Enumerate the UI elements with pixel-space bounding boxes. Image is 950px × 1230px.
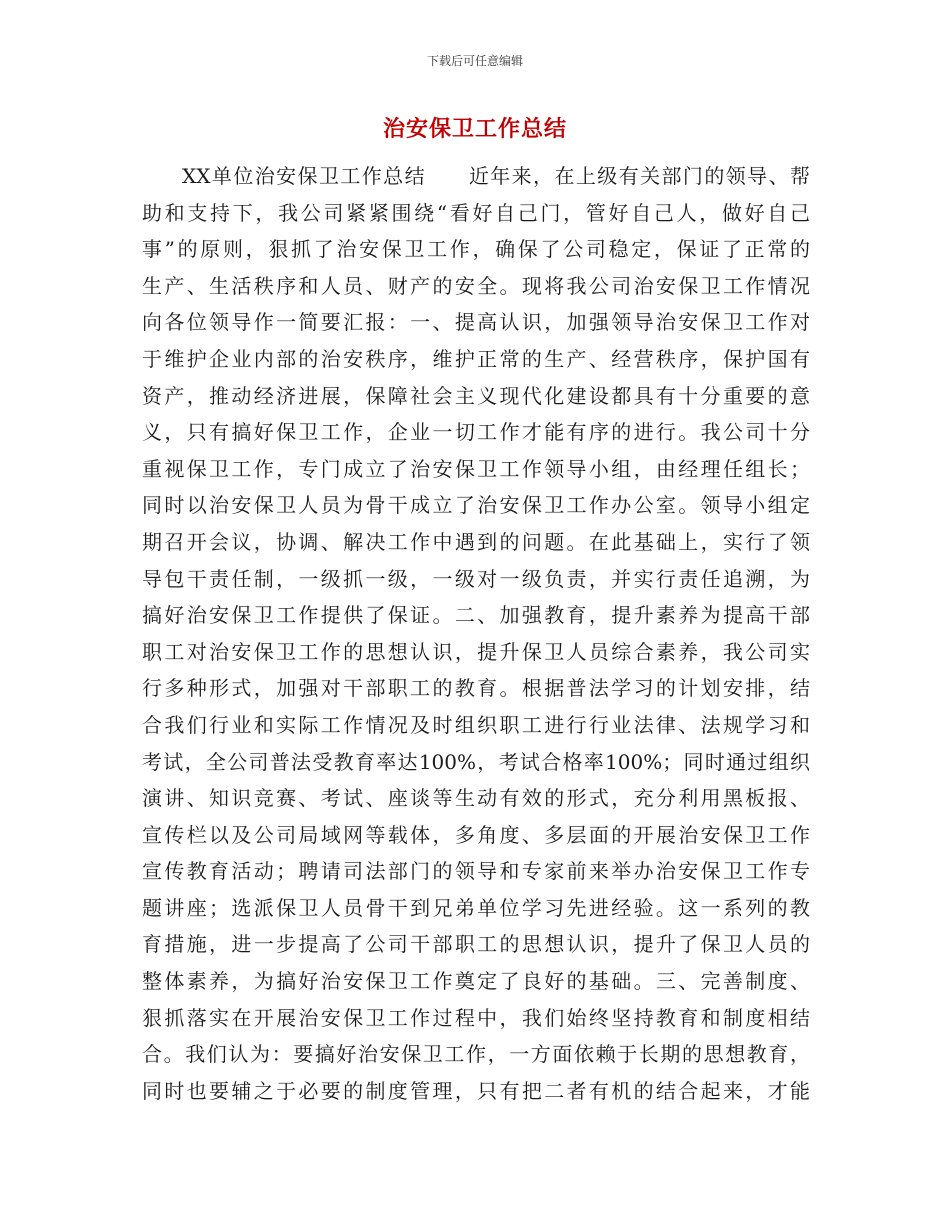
body-line: 同时以治安保卫人员为骨干成立了治安保卫工作办公室。领导小组定 bbox=[142, 493, 810, 518]
body-line: 向各位领导作一简要汇报：一、提高认识，加强领导治安保卫工作对 bbox=[142, 310, 810, 335]
body-line: 宣传栏以及公司局域网等载体，多角度、多层面的开展治安保卫工作 bbox=[142, 822, 810, 847]
body-line: 考试，全公司普法受教育率达100%，考试合格率100%；同时通过组织 bbox=[142, 749, 810, 774]
body-line: 重视保卫工作，专门成立了治安保卫工作领导小组，由经理任组长； bbox=[142, 456, 810, 481]
body-line: 合。我们认为：要搞好治安保卫工作，一方面依赖于长期的思想教育， bbox=[142, 1042, 810, 1067]
body-line: 职工对治安保卫工作的思想认识，提升保卫人员综合素养，我公司实 bbox=[142, 639, 810, 664]
body-line: 助和支持下，我公司紧紧围绕“看好自己门，管好自己人，做好自己 bbox=[142, 200, 810, 225]
body-line: 于维护企业内部的治安秩序，维护正常的生产、经营秩序，保护国有 bbox=[142, 346, 810, 371]
body-line: 宣传教育活动；聘请司法部门的领导和专家前来举办治安保卫工作专 bbox=[142, 859, 810, 884]
body-line: 期召开会议，协调、解决工作中遇到的问题。在此基础上，实行了领 bbox=[142, 529, 810, 554]
document-body bbox=[142, 158, 810, 1109]
body-line: 导包干责任制，一级抓一级，一级对一级负责，并实行责任追溯，为 bbox=[142, 566, 810, 591]
body-line: 搞好治安保卫工作提供了保证。二、加强教育，提升素养为提高干部 bbox=[142, 603, 810, 628]
page-header: 下载后可任意编辑 bbox=[426, 54, 523, 68]
body-line: 育措施，进一步提高了公司干部职工的思想认识，提升了保卫人员的 bbox=[142, 932, 810, 957]
body-line: 行多种形式，加强对干部职工的教育。根据普法学习的计划安排，结 bbox=[142, 676, 810, 701]
document-title: 治安保卫工作总结 bbox=[382, 117, 567, 142]
body-line: XX单位治安保卫工作总结 近年来，在上级有关部门的领导、帮 bbox=[182, 164, 810, 188]
body-line: 同时也要辅之于必要的制度管理，只有把二者有机的结合起来，才能 bbox=[142, 1078, 810, 1103]
body-line: 事”的原则，狠抓了治安保卫工作，确保了公司稳定，保证了正常的 bbox=[142, 237, 810, 262]
body-line: 整体素养，为搞好治安保卫工作奠定了良好的基础。三、完善制度、 bbox=[142, 969, 810, 994]
body-line: 题讲座；选派保卫人员骨干到兄弟单位学习先进经验。这一系列的教 bbox=[142, 895, 810, 920]
body-line: 生产、生活秩序和人员、财产的安全。现将我公司治安保卫工作情况 bbox=[142, 273, 810, 298]
body-line: 义，只有搞好保卫工作，企业一切工作才能有序的进行。我公司十分 bbox=[142, 420, 810, 445]
body-line: 狠抓落实在开展治安保卫工作过程中，我们始终坚持教育和制度相结 bbox=[142, 1005, 810, 1030]
body-line: 演讲、知识竞赛、考试、座谈等生动有效的形式，充分利用黑板报、 bbox=[142, 786, 810, 811]
body-line: 合我们行业和实际工作情况及时组织职工进行行业法律、法规学习和 bbox=[142, 712, 810, 737]
body-line: 资产，推动经济进展，保障社会主义现代化建设都具有十分重要的意 bbox=[142, 383, 810, 408]
